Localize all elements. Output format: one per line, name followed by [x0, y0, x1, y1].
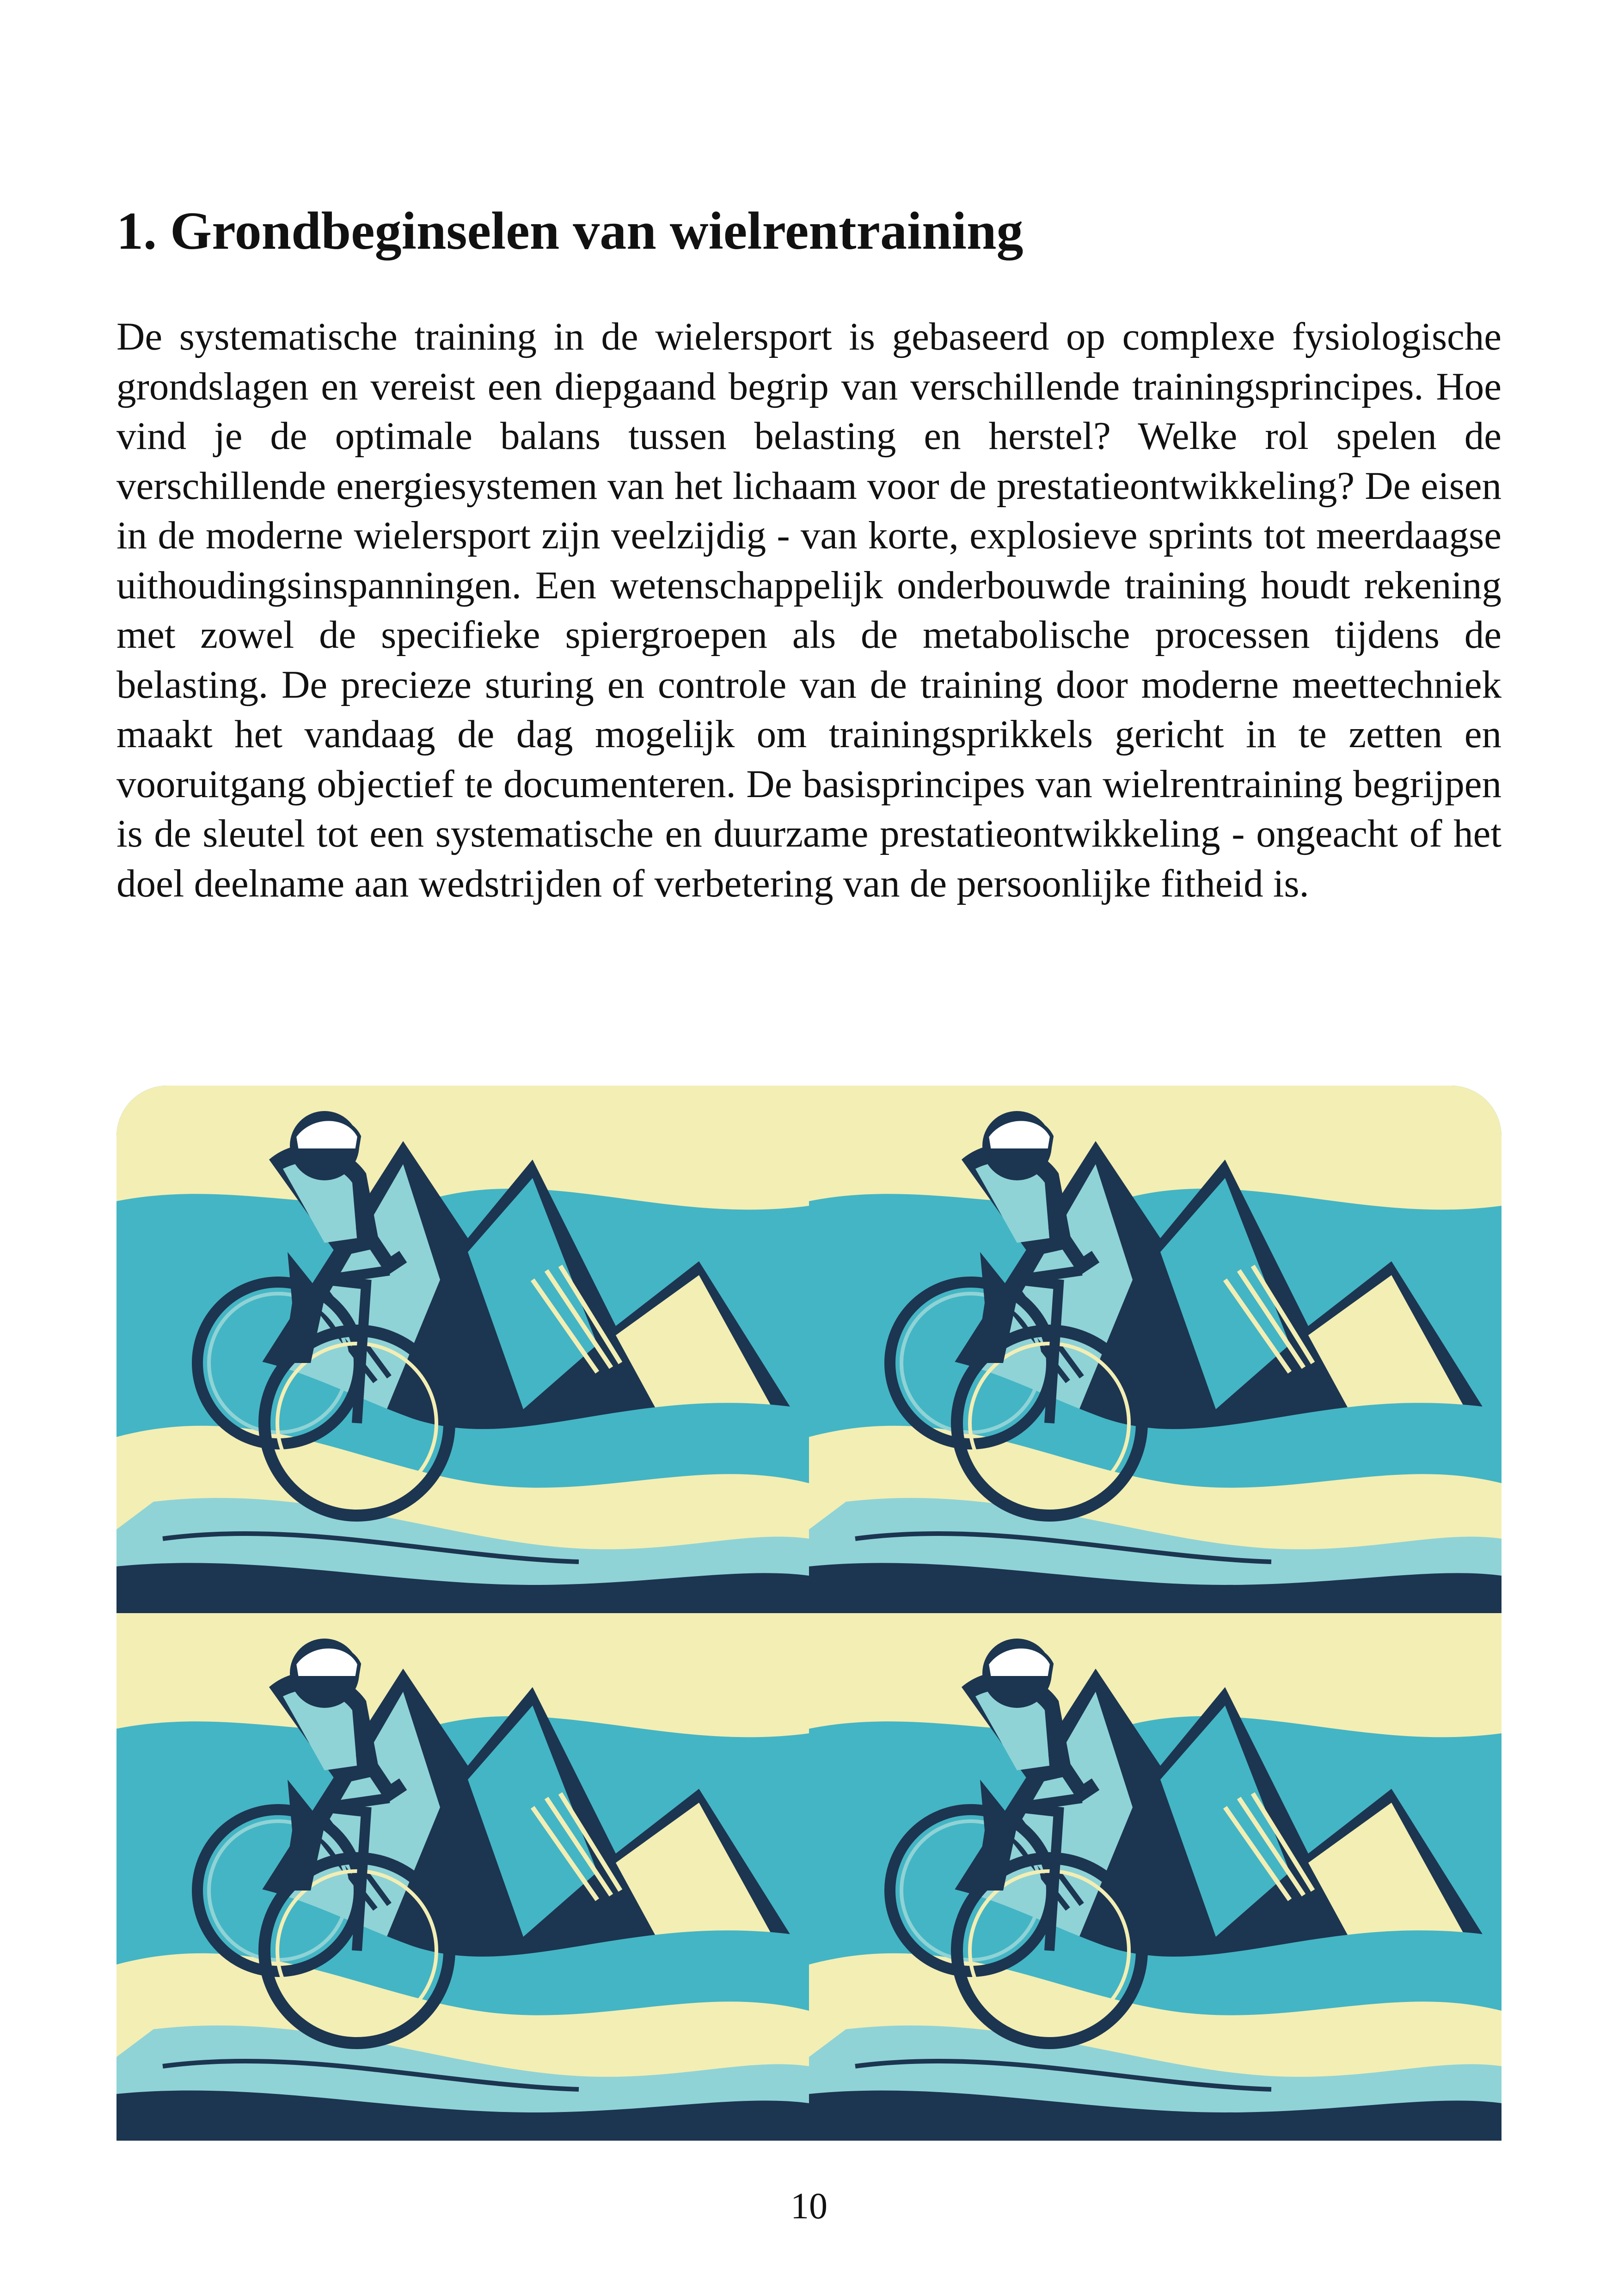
- body-paragraph: De systematische training in de wielersport is gebaseerd op complexe fysiologische grondslagen en vereist een diepgaand begrip van verschillende trainingsprincipes. Hoe vind je de optimale balans tussen belasting en herstel? Welke rol spelen de verschillende energiesystemen van het lichaam voor de prestatieontwikkeling? De eisen in de moderne wielersport zijn veelzijdig - van korte, explosieve sprints tot meerdaagse uithoudingsinspanningen. Een wetenschappelijk onderbouwde training houdt rekening met zowel de specifieke spiergroepen als de metabolische processen tijdens de belasting. De precieze sturing en controle van de training door moderne meettechniek maakt het vandaag de dag mogelijk om trainingsprikkels gericht in te zetten en vooruitgang objectief te documenteren. De basisprincipes van wielrentraining begrijpen is de sleutel tot een systematische en duurzame prestatieontwikkeling - ongeacht of het doel deelname aan wedstrijden of verbetering van de persoonlijke fitheid is.: [116, 315, 1502, 905]
- cyclist-mountain-illustration: [116, 1086, 1502, 2141]
- page-number: 10: [791, 2186, 827, 2227]
- chapter-heading: 1. Grondbeginselen van wielrentraining: [116, 202, 1024, 261]
